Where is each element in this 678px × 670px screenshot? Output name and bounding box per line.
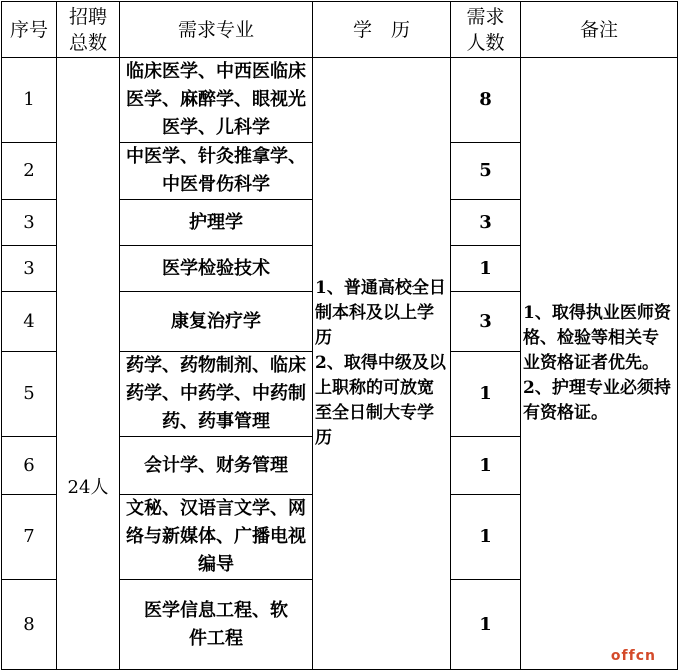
row-major: 中医学、针灸推拿学、中医骨伤科学 (120, 143, 313, 200)
row-seq: 8 (2, 580, 57, 670)
row-seq: 5 (2, 352, 57, 437)
row-count: 3 (451, 292, 521, 352)
total-count: 24人 (57, 58, 120, 670)
row-major: 文秘、汉语言文学、网络与新媒体、广播电视编导 (120, 495, 313, 580)
header-total: 招聘 总数 (57, 2, 120, 58)
table-row (2, 58, 678, 143)
row-count: 1 (451, 352, 521, 437)
row-seq: 2 (2, 143, 57, 200)
row-major: 医学信息工程、软件工程 (120, 580, 313, 670)
row-count: 1 (451, 580, 521, 670)
row-seq: 6 (2, 437, 57, 495)
watermark-logo: offcn (610, 648, 656, 664)
row-major: 医学检验技术 (120, 246, 313, 292)
header-major: 需求专业 (120, 2, 313, 58)
row-seq: 4 (2, 292, 57, 352)
header-count: 需求 人数 (451, 2, 521, 58)
row-seq: 1 (2, 58, 57, 143)
row-count: 1 (451, 246, 521, 292)
row-major: 护理学 (120, 200, 313, 246)
remark-text: 1、取得执业医师资格、检验等相关专业资格证者优先。 2、护理专业必须持有资格证。 (521, 58, 678, 670)
row-seq: 3 (2, 246, 57, 292)
header-row (2, 2, 678, 58)
header-education: 学 历 (313, 2, 451, 58)
row-seq: 7 (2, 495, 57, 580)
row-major: 临床医学、中西医临床医学、麻醉学、眼视光医学、儿科学 (120, 58, 313, 143)
row-seq: 3 (2, 200, 57, 246)
header-remark: 备注 (521, 2, 678, 58)
header-seq: 序号 (2, 2, 57, 58)
row-count: 5 (451, 143, 521, 200)
row-major: 药学、药物制剂、临床药学、中药学、中药制药、药事管理 (120, 352, 313, 437)
recruitment-table (1, 1, 678, 670)
row-count: 1 (451, 437, 521, 495)
education-requirement: 1、普通高校全日制本科及以上学历 2、取得中级及以上职称的可放宽至全日制大专学历 (313, 58, 451, 670)
row-count: 3 (451, 200, 521, 246)
row-major: 会计学、财务管理 (120, 437, 313, 495)
row-count: 1 (451, 495, 521, 580)
row-count: 8 (451, 58, 521, 143)
row-major: 康复治疗学 (120, 292, 313, 352)
